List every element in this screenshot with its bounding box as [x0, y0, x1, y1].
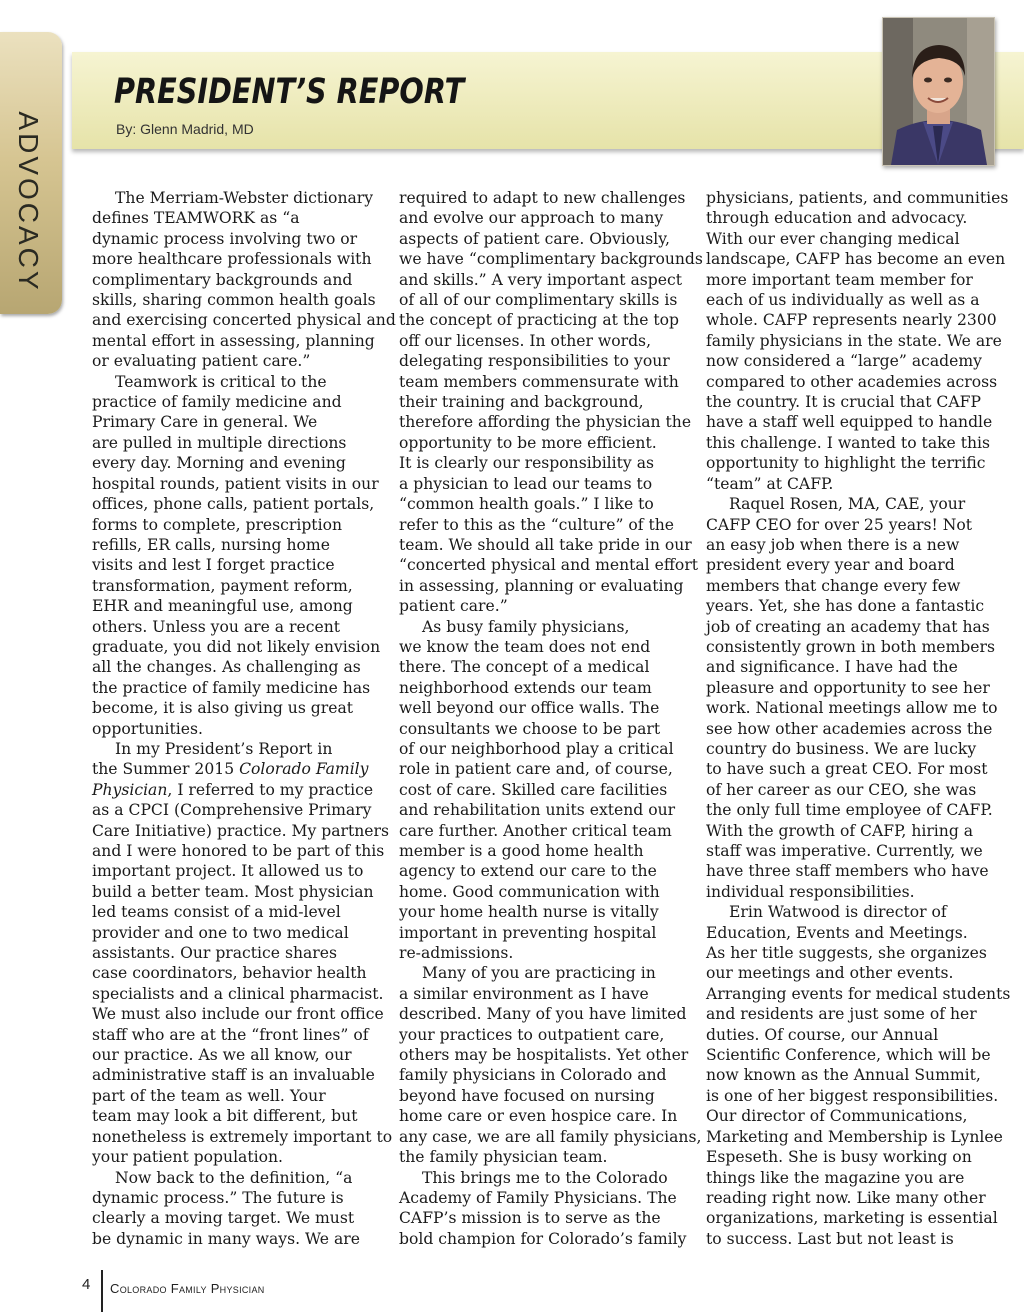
text-line: forms to complete, prescription	[92, 515, 342, 534]
text-line: We must also include our front office	[92, 1005, 384, 1024]
text-line: Our director of Communications,	[706, 1107, 968, 1126]
text-line: build a better team. Most physician	[92, 882, 374, 901]
text-line: team may look a bit different, but	[92, 1107, 358, 1126]
text-line: specialists and a clinical pharmacist.	[92, 984, 384, 1003]
text-line: have three staff members who have	[706, 862, 989, 881]
text-line: Many of you are practicing in	[422, 964, 656, 983]
text-line: whole. CAFP represents nearly 2300	[706, 311, 997, 330]
text-line: and evolve our approach to many	[399, 209, 664, 228]
text-line: therefore affording the physician the	[399, 413, 692, 432]
text-line: care further. Another critical team	[399, 821, 672, 840]
text-line: “concerted physical and mental effort	[399, 556, 699, 575]
text-line: and skills.” A very important aspect	[399, 270, 682, 289]
text-line: your patient population.	[92, 1148, 284, 1167]
text-line: beyond have focused on nursing	[399, 1086, 655, 1105]
text-line: The Merriam-Webster dictionary	[115, 189, 374, 207]
text-line: off our licenses. In other words,	[399, 331, 652, 350]
text-line: Primary Care in general. We	[92, 413, 318, 432]
text-line: dynamic process involving two or	[92, 229, 358, 248]
text-line: others. Unless you are a recent	[92, 617, 341, 636]
text-line: team members commensurate with	[399, 372, 679, 391]
text-line: family physicians in the state. We are	[706, 331, 1002, 350]
text-line: Academy of Family Physicians. The	[399, 1188, 677, 1207]
text-line: administrative staff is an invaluable	[92, 1066, 375, 1085]
text-line: physicians, patients, and communities	[706, 189, 1009, 207]
text-line: nonetheless is extremely important to	[92, 1127, 393, 1146]
page-number: 4	[82, 1276, 91, 1293]
text-line: work. National meetings allow me to	[706, 699, 998, 718]
text-line: an easy job when there is a new	[706, 535, 960, 554]
text-line: country do business. We are lucky	[706, 739, 977, 758]
text-line: organizations, marketing is essential	[706, 1209, 998, 1228]
text-line: your practices to outpatient care,	[399, 1025, 665, 1044]
text-line: see how other academies across the	[706, 719, 993, 738]
text-line: the only full time employee of CAFP.	[706, 801, 993, 820]
text-line: more healthcare professionals with	[92, 250, 372, 269]
text-line: Education, Events and Meetings.	[706, 923, 968, 942]
text-line: become, it is also giving us great	[92, 699, 354, 718]
text-line: a similar environment as I have	[399, 984, 649, 1003]
text-line: graduate, you did not likely envision	[92, 637, 381, 656]
text-line: refills, ER calls, nursing home	[92, 535, 330, 554]
text-line: Marketing and Membership is Lynlee	[706, 1127, 1003, 1146]
text-line: provider and one to two medical	[92, 923, 349, 942]
text-line: or evaluating patient care.”	[92, 352, 311, 371]
text-line: led teams consist of a mid-level	[92, 903, 341, 922]
text-line: others may be hospitalists. Yet other	[399, 1046, 689, 1065]
text-line: aspects of patient care. Obviously,	[399, 229, 670, 248]
text-line: each of us individually as well as a	[706, 291, 980, 310]
text-line: and I were honored to be part of this	[92, 842, 385, 860]
text-line: Physician, I referred to my practice	[92, 780, 374, 799]
text-line: role in patient care and, of course,	[399, 760, 673, 779]
text-line: our meetings and other events.	[706, 964, 954, 983]
text-line: more important team member for	[706, 270, 973, 289]
text-line: our practice. As we all know, our	[92, 1046, 352, 1065]
text-line: there. The concept of a medical	[399, 658, 650, 677]
text-line: opportunity to highlight the terrific	[706, 454, 986, 473]
text-line: we have “complimentary backgrounds	[399, 250, 703, 269]
text-line: home. Good communication with	[399, 882, 660, 901]
text-line: your home health nurse is vitally	[399, 903, 659, 922]
text-line: skills, sharing common health goals	[92, 291, 376, 310]
text-line: transformation, payment reform,	[92, 576, 353, 595]
text-line: With the growth of CAFP, hiring a	[706, 821, 974, 840]
text-line: years. Yet, she has done a fantastic	[706, 597, 985, 616]
text-line: CAFP’s mission is to serve as the	[399, 1209, 661, 1228]
article-column-2	[399, 188, 703, 1249]
text-line: is one of her biggest responsibilities.	[706, 1086, 999, 1105]
text-line: duties. Of course, our Annual	[706, 1025, 939, 1044]
text-line: be dynamic in many ways. We are	[92, 1229, 360, 1248]
text-line: Arranging events for medical students	[706, 984, 1011, 1003]
text-line: in assessing, planning or evaluating	[399, 576, 684, 595]
text-line: As her title suggests, she organizes	[706, 944, 987, 963]
text-line: of her career as our CEO, she was	[706, 780, 977, 799]
text-line: assistants. Our practice shares	[92, 944, 337, 963]
text-line: job of creating an academy that has	[706, 617, 990, 636]
footer-divider	[101, 1270, 103, 1312]
text-line: are pulled in multiple directions	[92, 433, 347, 452]
text-line: president every year and board	[706, 556, 955, 575]
section-tab-label: ADVOCACY	[13, 111, 44, 293]
text-line: and residents are just some of her	[706, 1005, 977, 1024]
text-line: team. We should all take pride in our	[399, 535, 692, 554]
text-line: case coordinators, behavior health	[92, 964, 367, 983]
text-line: staff who are at the “front lines” of	[92, 1025, 369, 1044]
text-line: through education and advocacy.	[706, 209, 968, 228]
text-line: the concept of practicing at the top	[399, 311, 680, 330]
text-line: reading right now. Like many other	[706, 1188, 986, 1207]
text-line: hospital rounds, patient visits in our	[92, 474, 379, 493]
text-line: Teamwork is critical to the	[115, 372, 327, 391]
text-line: member is a good home health	[399, 842, 644, 860]
text-line: compared to other academies across	[706, 372, 998, 391]
article-column-3	[706, 188, 1011, 1249]
text-line: defines TEAMWORK as “a	[92, 209, 300, 228]
text-line: any case, we are all family physicians,	[399, 1127, 702, 1146]
text-line: a physician to lead our teams to	[399, 474, 653, 493]
text-line: This brings me to the Colorado	[422, 1168, 668, 1187]
text-line: “common health goals.” I like to	[399, 495, 654, 514]
text-line: landscape, CAFP has become an even	[706, 250, 1006, 269]
text-line: clearly a moving target. We must	[92, 1209, 355, 1228]
text-line: have a staff well equipped to handle	[706, 413, 993, 432]
text-line: the family physician team.	[399, 1148, 608, 1167]
text-line: consultants we choose to be part	[399, 719, 661, 738]
text-line: Scientific Conference, which will be	[706, 1046, 991, 1065]
publication-name: Colorado Family Physician	[110, 1281, 265, 1296]
text-line: opportunities.	[92, 719, 203, 738]
text-line: Care Initiative) practice. My partners	[92, 821, 389, 840]
text-line: CAFP CEO for over 25 years! Not	[706, 515, 973, 534]
text-line: It is clearly our responsibility as	[399, 454, 654, 473]
text-line: mental effort in assessing, planning	[92, 331, 375, 350]
text-line: Now back to the definition, “a	[115, 1168, 353, 1187]
text-line: of all of our complimentary skills is	[399, 291, 678, 310]
author-photo	[882, 17, 995, 166]
text-line: consistently grown in both members	[706, 637, 995, 656]
text-line: the country. It is crucial that CAFP	[706, 393, 981, 412]
byline: By: Glenn Madrid, MD	[116, 121, 254, 137]
text-line: we know the team does not end	[399, 637, 651, 656]
text-line: the practice of family medicine has	[92, 678, 371, 697]
text-line: well beyond our office walls. The	[399, 699, 660, 718]
text-line: dynamic process.” The future is	[92, 1188, 344, 1207]
text-line: opportunity to be more efficient.	[399, 433, 657, 452]
text-line: refer to this as the “culture” of the	[399, 515, 675, 534]
text-line: cost of care. Skilled care facilities	[399, 780, 668, 799]
text-line: the Summer 2015 Colorado Family	[92, 760, 369, 779]
text-line: part of the team as well. Your	[92, 1086, 326, 1105]
text-line: every day. Morning and evening	[92, 454, 346, 473]
text-line: Erin Watwood is director of	[729, 903, 947, 922]
text-line: practice of family medicine and	[92, 393, 342, 412]
text-line: now considered a “large” academy	[706, 352, 982, 371]
text-line: family physicians in Colorado and	[399, 1066, 667, 1085]
article-column-1	[92, 188, 396, 1249]
text-line: and significance. I have had the	[706, 658, 958, 677]
text-line: individual responsibilities.	[706, 882, 915, 901]
text-line: staff was imperative. Currently, we	[706, 842, 983, 860]
text-line: to success. Last but not least is	[706, 1229, 954, 1248]
text-line: required to adapt to new challenges	[399, 189, 686, 207]
text-line: this challenge. I wanted to take this	[706, 433, 991, 452]
text-line: described. Many of you have limited	[399, 1005, 687, 1024]
text-line: offices, phone calls, patient portals,	[92, 495, 375, 514]
text-line: members that change every few	[706, 576, 961, 595]
text-line: complimentary backgrounds and	[92, 270, 353, 289]
text-line: Espeseth. She is busy working on	[706, 1148, 972, 1167]
text-line: all the changes. As challenging as	[92, 658, 361, 677]
text-line: things like the magazine you are	[706, 1168, 965, 1187]
text-line: visits and lest I forget practice	[92, 556, 335, 575]
text-line: With our ever changing medical	[706, 229, 960, 248]
text-line: important project. It allowed us to	[92, 862, 364, 881]
text-line: as a CPCI (Comprehensive Primary	[92, 801, 372, 820]
text-line: important in preventing hospital	[399, 923, 657, 942]
text-line: neighborhood extends our team	[399, 678, 652, 697]
text-line: their training and background,	[399, 393, 644, 412]
text-line: As busy family physicians,	[422, 617, 630, 636]
page-title: PRESIDENT’S REPORT	[114, 72, 465, 112]
text-line: and exercising concerted physical and	[92, 311, 396, 330]
text-line: now known as the Annual Summit,	[706, 1066, 981, 1085]
text-line: In my President’s Report in	[115, 739, 333, 758]
text-line: of our neighborhood play a critical	[399, 739, 674, 758]
text-line: re-admissions.	[399, 944, 514, 963]
text-line: EHR and meaningful use, among	[92, 597, 353, 616]
text-line: home care or even hospice care. In	[399, 1107, 678, 1126]
text-line: “team” at CAFP.	[706, 474, 834, 493]
text-line: and rehabilitation units extend our	[399, 801, 676, 820]
text-line: to have such a great CEO. For most	[706, 760, 988, 779]
text-line: delegating responsibilities to your	[399, 352, 670, 371]
text-line: Raquel Rosen, MA, CAE, your	[729, 495, 966, 514]
text-line: agency to extend our care to the	[399, 862, 657, 881]
text-line: pleasure and opportunity to see her	[706, 678, 990, 697]
text-line: patient care.”	[399, 597, 508, 616]
section-tab	[0, 32, 62, 314]
text-line: bold champion for Colorado’s family	[399, 1229, 687, 1248]
